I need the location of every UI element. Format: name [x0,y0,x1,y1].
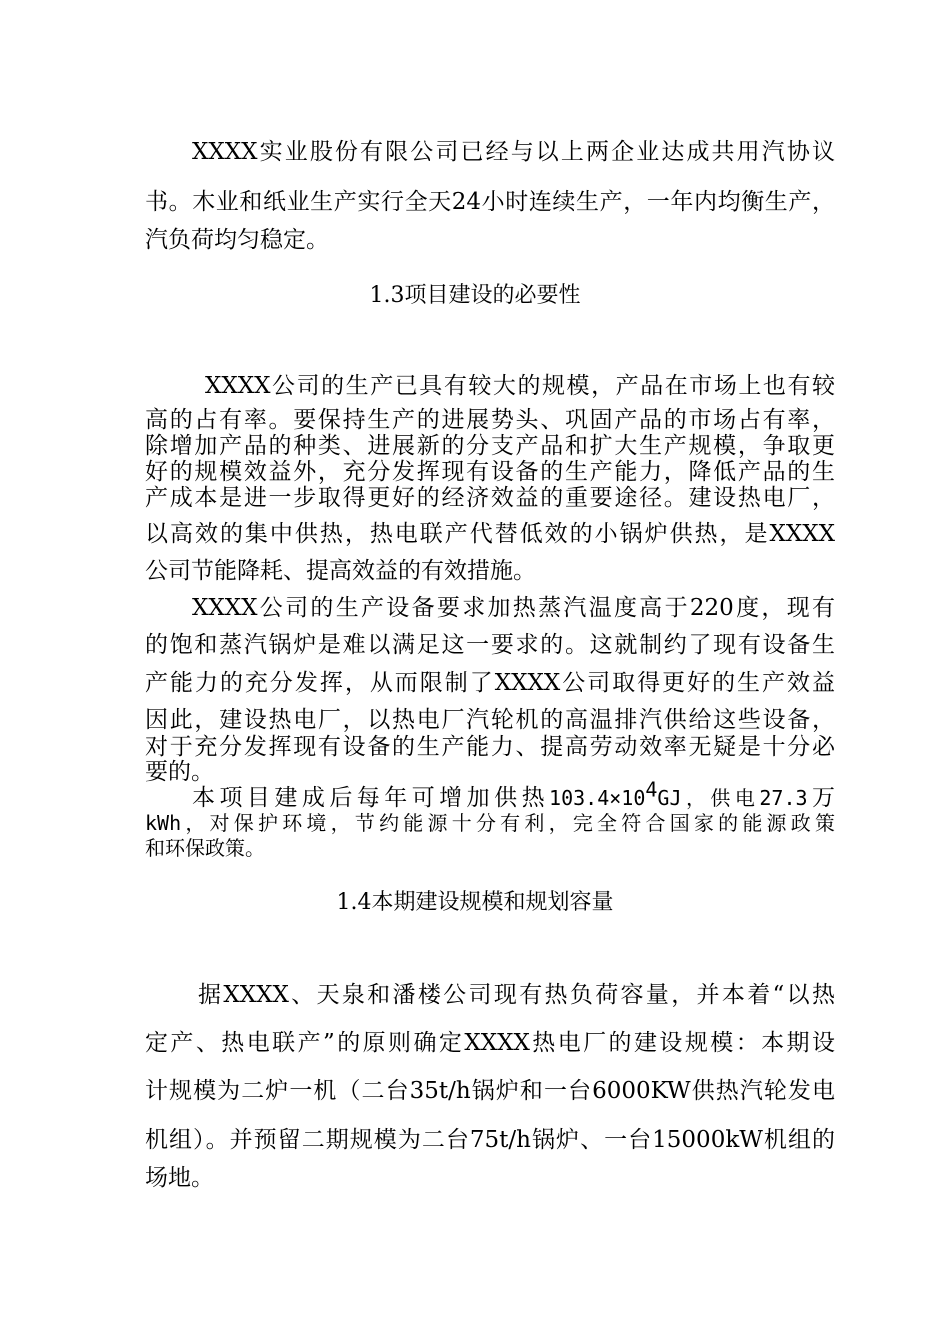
exponent: 4 [645,777,658,802]
section-heading: 1.3项目建设的必要性 [369,283,581,308]
text-run: 万 [807,785,836,811]
section-heading: 1.4本期建设规模和规划容量 [336,890,614,915]
paragraph-line: 书。木业和纸业生产实行全天24小时连续生产，一年内均衡生产， [145,189,835,215]
text-run: 27.3 [759,786,808,810]
paragraph-line: 据XXXX、天泉和潘楼公司现有热负荷容量，并本着“以热 [198,982,835,1008]
paragraph-line: XXXX公司的生产设备要求加热蒸汽温度高于220度，现有 [192,595,835,621]
text-run: GJ，供电 [657,786,760,810]
paragraph-line: 产成本是进一步取得更好的经济效益的重要途径。建设热电厂， [145,485,835,511]
paragraph-line: 高的占有率。要保持生产的进展势头、巩固产品的市场占有率， [145,407,835,433]
paragraph-line: 产能力的充分发挥，从而限制了XXXX公司取得更好的生产效益 [145,670,835,696]
paragraph-line: 对于充分发挥现有设备的生产能力、提高劳动效率无疑是十分必 [145,734,835,760]
paragraph-line: kWh，对保护环境，节约能源十分有利，完全符合国家的能源政策 [145,811,835,835]
paragraph-line: 场地。 [145,1165,214,1191]
paragraph-line: 公司节能降耗、提高效益的有效措施。 [145,558,536,584]
paragraph-line: 以高效的集中供热，热电联产代替低效的小锅炉供热，是XXXX [145,521,835,547]
paragraph-line: XXXX公司的生产已具有较大的规模，产品在市场上也有较 [205,373,835,399]
text-run: 103.4×10 [549,786,646,810]
paragraph-line: 除增加产品的种类、进展新的分支产品和扩大生产规模，争取更 [145,433,835,459]
paragraph-line: 计规模为二炉一机（二台35t/h锅炉和一台6000KW供热汽轮发电 [145,1078,835,1104]
paragraph-line: 因此，建设热电厂，以热电厂汽轮机的高温排汽供给这些设备， [145,707,835,733]
paragraph-line: 汽负荷均匀稳定。 [145,227,329,253]
paragraph-line [192,777,836,812]
paragraph-line: 和环保政策。 [145,836,265,860]
paragraph-line: XXXX实业股份有限公司已经与以上两企业达成共用汽协议 [192,139,835,165]
text-run: 本项目建成后每年可增加供热 [192,785,550,811]
paragraph-line: 定产、热电联产”的原则确定XXXX热电厂的建设规模：本期设 [145,1030,835,1056]
paragraph-line: 机组）。并预留二期规模为二台75t/h锅炉、一台15000kW机组的 [145,1127,835,1153]
paragraph-line: 好的规模效益外，充分发挥现有设备的生产能力，降低产品的生 [145,459,835,485]
paragraph-line: 的饱和蒸汽锅炉是难以满足这一要求的。这就制约了现有设备生 [145,632,835,658]
paragraph-line: 要的。 [145,759,214,785]
